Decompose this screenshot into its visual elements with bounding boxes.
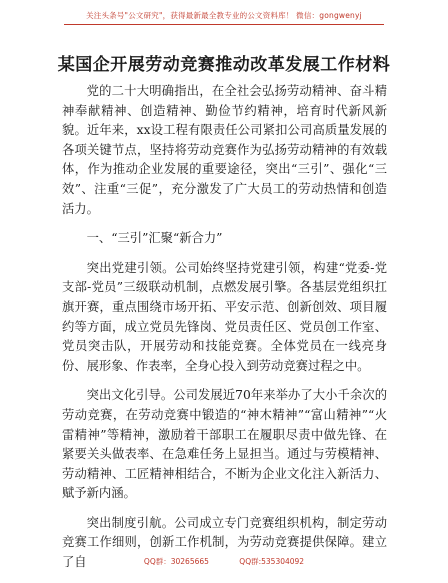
paragraph-culture-guidance: 突出文化引导。公司发展近70年来举办了大小千余次的劳动竞赛，在劳动竞赛中锻造的“神木精神”“富山精神”“火雷精神”等精神，激励着干部职工在履职尽责中做先锋、在紧要关头做表率、在急难任务上显担当。通过与劳模精神、劳动精神、工匠精神相结合，不断为企业文化注入新活力、赋予新内涵。 — [62, 388, 387, 501]
paragraph-system-guidance: 突出制度引航。公司成立专门竞赛组织机构，制定劳动竞赛工作细则，创新工作机制，为劳动竞赛提供保障。建立了自 — [62, 515, 387, 570]
header-divider — [64, 24, 384, 25]
footer — [0, 556, 448, 567]
footer-qq-group-2: QQ群:535304092 — [239, 557, 305, 566]
section-heading: 一、“三引”汇聚“新合力” — [86, 231, 223, 246]
document-body — [62, 82, 387, 583]
document-title: 某国企开展劳动竞赛推动改革发展工作材料 — [57, 55, 391, 75]
intro-paragraph: 党的二十大明确指出，在全社会弘扬劳动精神、奋斗精神奉献精神、创造精神、勤俭节约精神，培育时代新风新貌。近年来，xx设工程有限责任公司紧扣公司高质量发展的各项关键节点，坚持将劳动竞赛作为弘扬劳动精神的有效载体，作为推动企业发展的重要途径，突出“三引”、强化“三效”、注重“三促”，充分激发了广大员工的劳动热情和创造活力。 — [62, 84, 387, 216]
header-banner: 关注头条号"公文研究"，获得最新最全教专业的公文资料库！ 微信：gongwenyj — [86, 11, 362, 20]
paragraph-party-leadership: 突出党建引领。公司始终坚持党建引领，构建“党委-党支部-党员”三级联动机制，点燃发展引擎。各基层党组织扛旗开赛，重点围绕市场开拓、平安示范、创新创效、项目履约等方面，成立党员先锋岗、党员责任区、党员创工作室、党员突击队，开展劳动和技能竞赛。全体党员在一线亮身份、展形象、作表率，全身心投入到劳动竞赛过程之中。 — [62, 260, 387, 373]
footer-qq-group-1: QQ群：30265665 — [143, 557, 209, 566]
